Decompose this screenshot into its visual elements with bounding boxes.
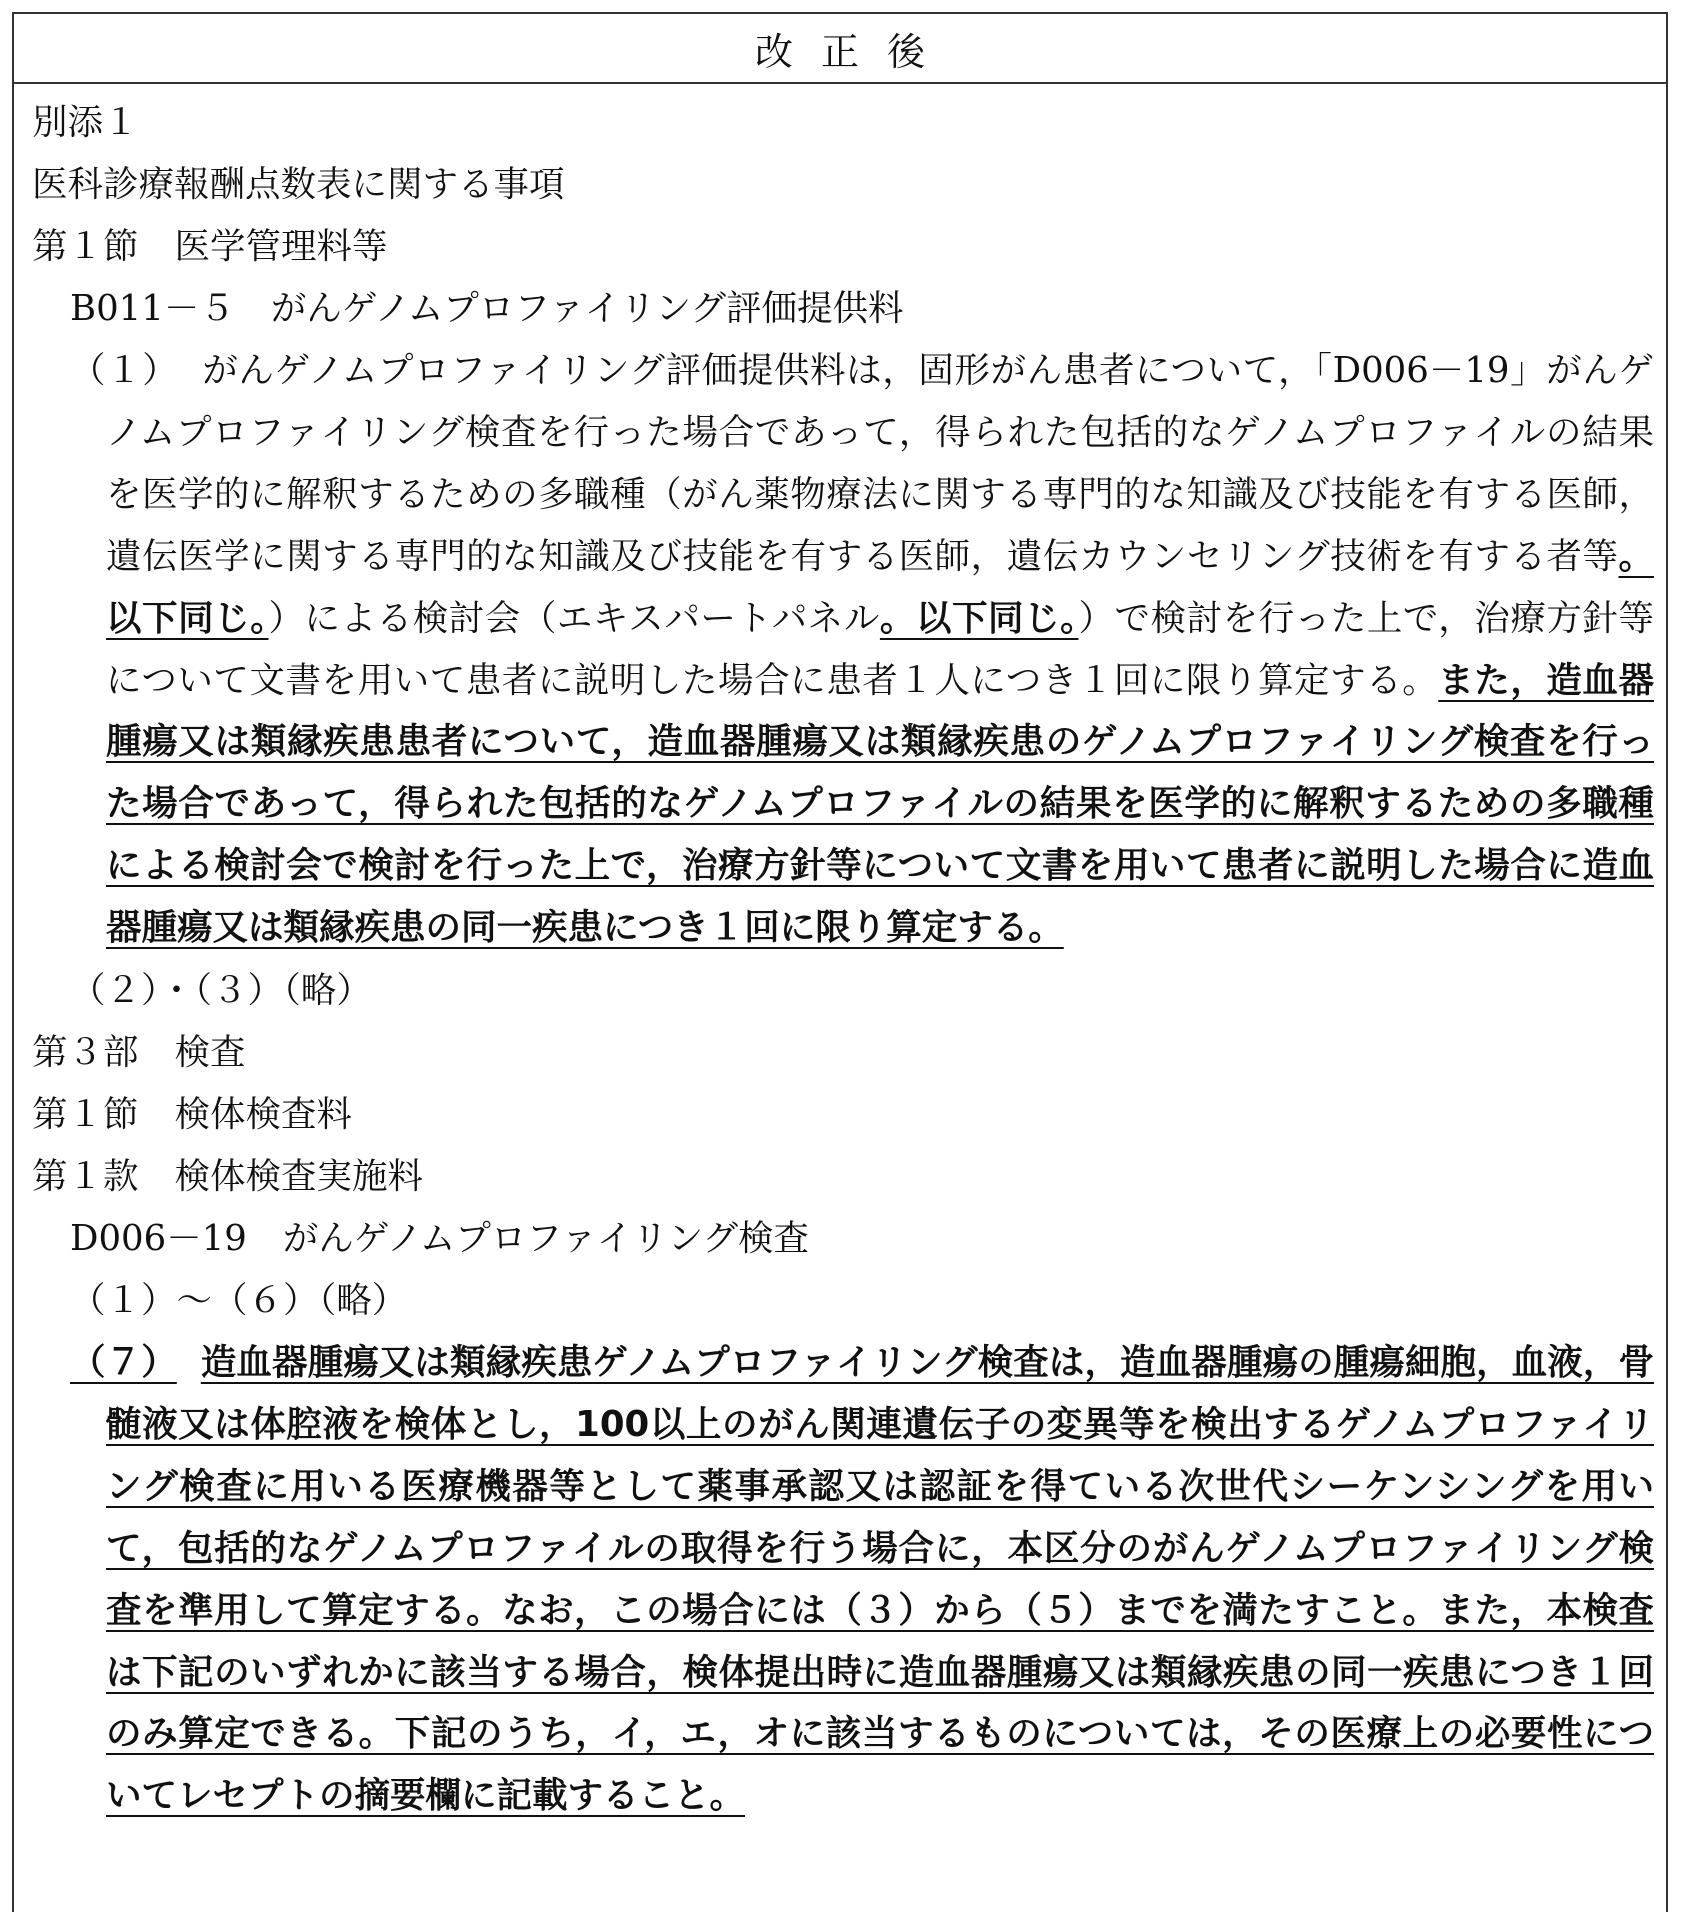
article-heading	[32, 1146, 423, 1208]
item-heading-b011	[70, 278, 903, 340]
paragraph-b011-2-3: （２）・（３）（略）	[70, 970, 372, 1011]
part-number: 第３部	[32, 1032, 139, 1073]
part-heading	[32, 1022, 246, 1084]
article-title: 検体検査実施料	[174, 1156, 424, 1197]
column-header: 改正後	[14, 14, 1666, 84]
document-title: 医科診療報酬点数表に関する事項	[32, 164, 565, 205]
inserted-text: また，造血器腫瘍又は類縁疾患患者について，造血器腫瘍又は類縁疾患のゲノムプロファイリング検査を行った場合であって，得られた包括的なゲノムプロファイルの結果を医学的に解釈するための多職種による検討会で検討を行った上で，治療方針等について文書を用いて患者に説明した場合に造血器腫瘍又は類縁疾患の同一疾患につき１回に限り算定する。	[106, 659, 1654, 949]
paragraph-text: ）で検討を行った上で，治療方針等について文書を用いて患者に説明した場合に患者１人につき１回に限り算定する。	[106, 597, 1654, 701]
section-title: 医学管理料等	[174, 226, 388, 267]
section-number: 第１節	[32, 1094, 139, 1135]
inserted-text: 造血器腫瘍又は類縁疾患ゲノムプロファイリング検査は，造血器腫瘍の腫瘍細胞，血液，骨髄液又は体腔液を検体とし，100以上のがん関連遺伝子の変異等を検出するゲノムプロファイリング検査に用いる医療機器等として薬事承認又は認証を得ている次世代シーケンシングを用いて，包括的なゲノムプロファイルの取得を行う場合に，本区分のがんゲノムプロファイリング検査を準用して算定する。なお，この場合には（３）から（５）までを満たすこと。また，本検査は下記のいずれかに該当する場合，検体提出時に造血器腫瘍又は類縁疾患の同一疾患につき１回のみ算定できる。下記のうち，イ，エ，オに該当するものについては，その医療上の必要性についてレセプトの摘要欄に記載すること。	[106, 1342, 1654, 1817]
section-heading	[32, 1084, 352, 1146]
appendix-label: 別添１	[32, 102, 139, 143]
section-title: 検体検査料	[174, 1094, 353, 1135]
item-code: B011－５	[70, 288, 235, 329]
paragraph-text: ）による検討会（エキスパートパネル	[268, 597, 880, 639]
item-title: がんゲノムプロファイリング検査	[282, 1218, 810, 1259]
paragraph-text: がんゲノムプロファイリング評価提供料は，固形がん患者について，「D006－19」がんゲノムプロファイリング検査を行った場合であって，得られた包括的なゲノムプロファイルの結果を医学的に解釈するための多職種（がん薬物療法に関する専門的な知識及び技能を有する医師，遺伝医学に関する専門的な知識及び技能を有する医師，遺伝カウンセリング技術を有する者等	[106, 350, 1654, 577]
article-number: 第１款	[32, 1156, 139, 1197]
part-title: 検査	[174, 1032, 246, 1073]
amendment-table	[12, 12, 1668, 1912]
inserted-text: 。以下同じ。	[879, 597, 1079, 639]
paragraph-number: （７）	[70, 1342, 177, 1383]
section-number: 第１節	[32, 226, 139, 267]
item-heading-d006	[70, 1208, 809, 1270]
item-code: D006－19	[70, 1218, 247, 1259]
paragraph-d006-7	[70, 1332, 1654, 1827]
section-heading	[32, 216, 388, 278]
inserted-text: 。以下同じ。	[106, 535, 1654, 639]
paragraph-d006-1-6: （１）～（６）（略）	[70, 1280, 408, 1321]
paragraph-number: （１）	[70, 350, 179, 391]
item-title: がんゲノムプロファイリング評価提供料	[270, 288, 904, 329]
paragraph-b011-1	[70, 340, 1654, 959]
